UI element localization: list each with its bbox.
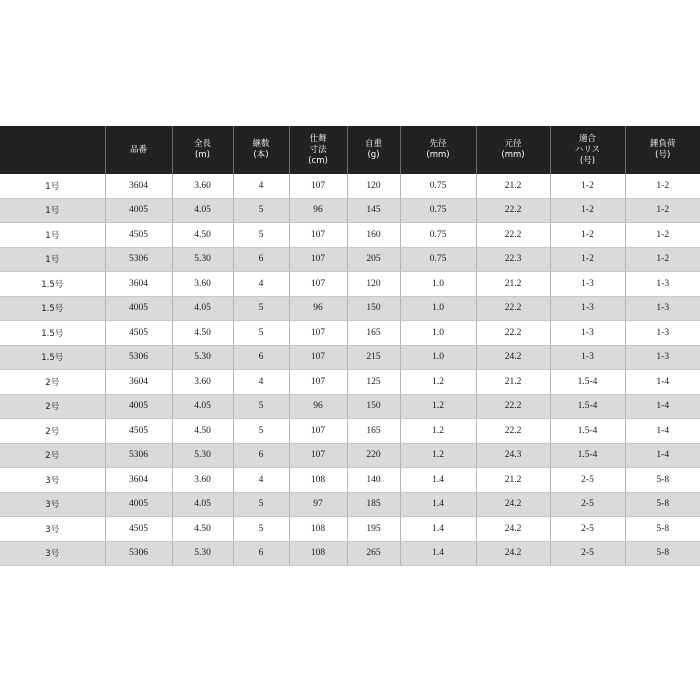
cell-sinker-load: 1-3 [625, 272, 700, 297]
cell-closed-length: 107 [289, 247, 347, 272]
cell-butt-diameter: 22.2 [476, 419, 550, 444]
header-line: 適合 [578, 133, 596, 144]
cell-sections: 4 [233, 468, 289, 493]
header-line: 先径 [429, 139, 447, 149]
cell-line-rating: 1-3 [550, 296, 625, 321]
cell-rod-class: 1.5号 [0, 345, 105, 370]
cell-total-length: 4.05 [172, 198, 233, 223]
cell-closed-length: 107 [289, 174, 347, 198]
cell-part-number: 3604 [105, 272, 172, 297]
cell-sinker-load: 1-2 [625, 174, 700, 198]
cell-total-length: 4.05 [172, 492, 233, 517]
cell-rod-class: 3号 [0, 492, 105, 517]
cell-sections: 4 [233, 272, 289, 297]
cell-tip-diameter: 1.0 [400, 321, 476, 346]
cell-rod-class: 3号 [0, 517, 105, 542]
cell-total-length: 3.60 [172, 370, 233, 395]
table-header-row [0, 126, 700, 174]
cell-weight: 185 [347, 492, 400, 517]
cell-sinker-load: 1-2 [625, 247, 700, 272]
cell-total-length: 5.30 [172, 443, 233, 468]
cell-total-length: 4.50 [172, 517, 233, 542]
header-line: 継数 [252, 139, 270, 149]
cell-tip-diameter: 1.4 [400, 541, 476, 566]
header-line: 元径 [504, 139, 522, 149]
cell-tip-diameter: 1.2 [400, 370, 476, 395]
table-row [0, 223, 700, 248]
cell-rod-class: 1号 [0, 247, 105, 272]
header-line: 品番 [129, 144, 147, 155]
cell-tip-diameter: 0.75 [400, 198, 476, 223]
cell-part-number: 3604 [105, 468, 172, 493]
cell-butt-diameter: 24.2 [476, 492, 550, 517]
cell-butt-diameter: 22.3 [476, 247, 550, 272]
cell-total-length: 5.30 [172, 247, 233, 272]
cell-part-number: 5306 [105, 345, 172, 370]
cell-part-number: 4005 [105, 492, 172, 517]
cell-sinker-load: 1-2 [625, 223, 700, 248]
cell-rod-class: 3号 [0, 468, 105, 493]
cell-weight: 165 [347, 419, 400, 444]
cell-total-length: 4.50 [172, 419, 233, 444]
cell-rod-class: 2号 [0, 370, 105, 395]
cell-part-number: 5306 [105, 443, 172, 468]
cell-rod-class: 1号 [0, 174, 105, 198]
cell-total-length: 5.30 [172, 541, 233, 566]
cell-closed-length: 107 [289, 443, 347, 468]
cell-part-number: 3604 [105, 174, 172, 198]
cell-sinker-load: 5-8 [625, 541, 700, 566]
cell-sections: 6 [233, 443, 289, 468]
cell-rod-class: 3号 [0, 541, 105, 566]
table-row [0, 394, 700, 419]
table-row [0, 296, 700, 321]
cell-part-number: 4505 [105, 517, 172, 542]
cell-sinker-load: 1-4 [625, 443, 700, 468]
table-row [0, 174, 700, 198]
header-line: (g) [367, 150, 380, 160]
table-row [0, 443, 700, 468]
cell-weight: 195 [347, 517, 400, 542]
cell-tip-diameter: 1.0 [400, 296, 476, 321]
cell-line-rating: 2-5 [550, 517, 625, 542]
header-line: (mm) [501, 150, 525, 160]
cell-closed-length: 107 [289, 223, 347, 248]
table-row [0, 468, 700, 493]
header-line: ハリス [574, 144, 601, 155]
header-line: (号) [655, 150, 671, 160]
cell-rod-class: 1.5号 [0, 321, 105, 346]
cell-line-rating: 1.5-4 [550, 419, 625, 444]
header-line: 全長 [193, 139, 211, 149]
cell-sections: 5 [233, 321, 289, 346]
header-part-number [105, 126, 172, 174]
cell-tip-diameter: 1.0 [400, 345, 476, 370]
cell-sinker-load: 1-3 [625, 321, 700, 346]
table-row [0, 198, 700, 223]
cell-closed-length: 96 [289, 394, 347, 419]
table-row [0, 419, 700, 444]
header-line: (本) [253, 150, 269, 160]
cell-butt-diameter: 21.2 [476, 174, 550, 198]
cell-tip-diameter: 1.4 [400, 517, 476, 542]
cell-weight: 160 [347, 223, 400, 248]
cell-sinker-load: 5-8 [625, 468, 700, 493]
cell-weight: 120 [347, 272, 400, 297]
cell-part-number: 5306 [105, 541, 172, 566]
cell-tip-diameter: 1.2 [400, 443, 476, 468]
table-body [0, 174, 700, 566]
header-blank [0, 126, 105, 174]
header-line: 仕舞 [309, 133, 327, 144]
header-butt-diameter [476, 126, 550, 174]
table-row [0, 492, 700, 517]
cell-line-rating: 1-3 [550, 345, 625, 370]
cell-rod-class: 1号 [0, 223, 105, 248]
cell-total-length: 3.60 [172, 174, 233, 198]
cell-tip-diameter: 1.0 [400, 272, 476, 297]
cell-line-rating: 1.5-4 [550, 394, 625, 419]
cell-closed-length: 107 [289, 321, 347, 346]
cell-part-number: 4505 [105, 321, 172, 346]
cell-sections: 6 [233, 541, 289, 566]
cell-part-number: 4005 [105, 394, 172, 419]
cell-weight: 145 [347, 198, 400, 223]
header-weight [347, 126, 400, 174]
cell-rod-class: 2号 [0, 394, 105, 419]
cell-closed-length: 96 [289, 198, 347, 223]
cell-tip-diameter: 1.4 [400, 468, 476, 493]
cell-butt-diameter: 21.2 [476, 468, 550, 493]
cell-total-length: 3.60 [172, 272, 233, 297]
cell-sections: 4 [233, 370, 289, 395]
cell-butt-diameter: 22.2 [476, 296, 550, 321]
cell-sinker-load: 5-8 [625, 492, 700, 517]
cell-tip-diameter: 1.2 [400, 394, 476, 419]
cell-total-length: 3.60 [172, 468, 233, 493]
cell-butt-diameter: 22.2 [476, 321, 550, 346]
header-line: (mm) [426, 150, 450, 160]
cell-total-length: 4.05 [172, 394, 233, 419]
cell-part-number: 5306 [105, 247, 172, 272]
header-line: 寸法 [309, 144, 327, 155]
cell-line-rating: 1-3 [550, 321, 625, 346]
cell-line-rating: 1-3 [550, 272, 625, 297]
header-closed-length [289, 126, 347, 174]
cell-closed-length: 97 [289, 492, 347, 517]
cell-rod-class: 1号 [0, 198, 105, 223]
cell-butt-diameter: 22.2 [476, 198, 550, 223]
cell-closed-length: 107 [289, 370, 347, 395]
cell-rod-class: 1.5号 [0, 296, 105, 321]
table-row [0, 541, 700, 566]
cell-sinker-load: 1-3 [625, 345, 700, 370]
cell-sections: 5 [233, 419, 289, 444]
cell-part-number: 3604 [105, 370, 172, 395]
header-line-rating [550, 126, 625, 174]
cell-sections: 6 [233, 247, 289, 272]
cell-weight: 120 [347, 174, 400, 198]
cell-sections: 5 [233, 492, 289, 517]
cell-weight: 205 [347, 247, 400, 272]
cell-line-rating: 1-2 [550, 174, 625, 198]
cell-line-rating: 2-5 [550, 541, 625, 566]
cell-butt-diameter: 24.3 [476, 443, 550, 468]
cell-tip-diameter: 1.2 [400, 419, 476, 444]
cell-closed-length: 108 [289, 541, 347, 566]
cell-total-length: 4.50 [172, 223, 233, 248]
cell-weight: 220 [347, 443, 400, 468]
cell-sinker-load: 5-8 [625, 517, 700, 542]
cell-line-rating: 1.5-4 [550, 443, 625, 468]
cell-sections: 5 [233, 394, 289, 419]
cell-weight: 125 [347, 370, 400, 395]
cell-closed-length: 107 [289, 345, 347, 370]
header-line: (m) [195, 150, 210, 160]
cell-rod-class: 2号 [0, 419, 105, 444]
cell-sinker-load: 1-4 [625, 394, 700, 419]
cell-part-number: 4005 [105, 296, 172, 321]
cell-butt-diameter: 21.2 [476, 272, 550, 297]
header-total-length [172, 126, 233, 174]
cell-sections: 5 [233, 223, 289, 248]
cell-sinker-load: 1-4 [625, 370, 700, 395]
cell-total-length: 4.05 [172, 296, 233, 321]
header-line: 錘負荷 [649, 139, 676, 149]
cell-total-length: 5.30 [172, 345, 233, 370]
cell-weight: 215 [347, 345, 400, 370]
cell-part-number: 4505 [105, 419, 172, 444]
cell-sinker-load: 1-2 [625, 198, 700, 223]
cell-butt-diameter: 22.2 [476, 223, 550, 248]
cell-tip-diameter: 1.4 [400, 492, 476, 517]
cell-sections: 4 [233, 174, 289, 198]
cell-weight: 150 [347, 394, 400, 419]
cell-closed-length: 107 [289, 272, 347, 297]
cell-closed-length: 107 [289, 419, 347, 444]
cell-butt-diameter: 24.2 [476, 517, 550, 542]
cell-part-number: 4005 [105, 198, 172, 223]
header-line: (号) [579, 155, 596, 166]
cell-butt-diameter: 21.2 [476, 370, 550, 395]
cell-weight: 150 [347, 296, 400, 321]
header-sections [233, 126, 289, 174]
cell-weight: 165 [347, 321, 400, 346]
cell-rod-class: 2号 [0, 443, 105, 468]
cell-sinker-load: 1-3 [625, 296, 700, 321]
header-line: 自重 [364, 139, 382, 149]
header-line: (cm) [308, 155, 328, 166]
cell-sections: 5 [233, 198, 289, 223]
cell-line-rating: 1.5-4 [550, 370, 625, 395]
cell-closed-length: 108 [289, 468, 347, 493]
cell-part-number: 4505 [105, 223, 172, 248]
cell-total-length: 4.50 [172, 321, 233, 346]
cell-closed-length: 108 [289, 517, 347, 542]
cell-rod-class: 1.5号 [0, 272, 105, 297]
cell-sections: 5 [233, 296, 289, 321]
cell-tip-diameter: 0.75 [400, 223, 476, 248]
header-tip-diameter [400, 126, 476, 174]
cell-sinker-load: 1-4 [625, 419, 700, 444]
table-row [0, 345, 700, 370]
cell-tip-diameter: 0.75 [400, 174, 476, 198]
table-row [0, 321, 700, 346]
cell-line-rating: 1-2 [550, 247, 625, 272]
cell-line-rating: 1-2 [550, 223, 625, 248]
cell-weight: 140 [347, 468, 400, 493]
header-sinker-load [625, 126, 700, 174]
table-row [0, 247, 700, 272]
cell-tip-diameter: 0.75 [400, 247, 476, 272]
cell-line-rating: 2-5 [550, 468, 625, 493]
cell-sections: 5 [233, 517, 289, 542]
cell-butt-diameter: 22.2 [476, 394, 550, 419]
cell-butt-diameter: 24.2 [476, 541, 550, 566]
cell-weight: 265 [347, 541, 400, 566]
table-row [0, 370, 700, 395]
cell-closed-length: 96 [289, 296, 347, 321]
cell-butt-diameter: 24.2 [476, 345, 550, 370]
cell-line-rating: 2-5 [550, 492, 625, 517]
table-row [0, 517, 700, 542]
spec-table [0, 126, 700, 566]
table-row [0, 272, 700, 297]
cell-sections: 6 [233, 345, 289, 370]
cell-line-rating: 1-2 [550, 198, 625, 223]
